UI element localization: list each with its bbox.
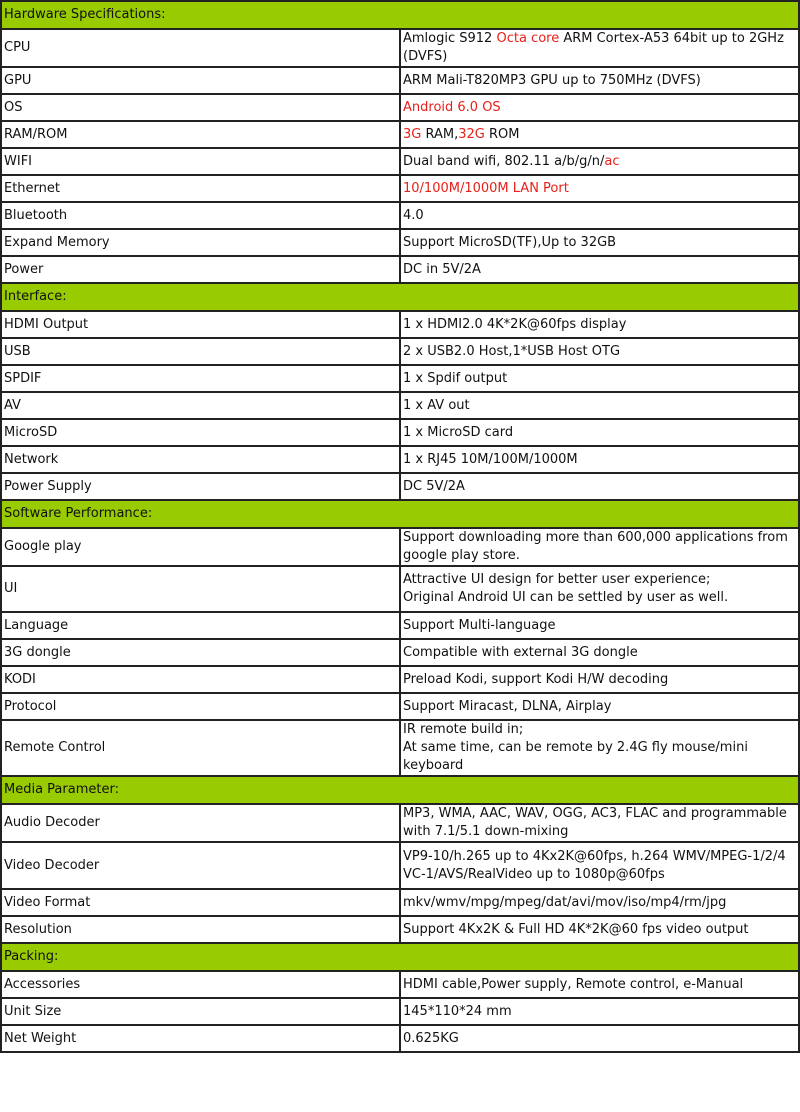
value-text: Preload Kodi, support Kodi H/W decoding [403,671,669,687]
spec-label: Language [1,612,400,639]
spec-row [1,148,799,175]
value-text: Support Multi-language [403,617,556,633]
value-text: Compatible with external 3G dongle [403,644,638,660]
spec-label: Network [1,446,400,473]
value-text: 1 x Spdif output [403,370,508,386]
section-header [1,1,799,29]
highlighted-text: 10/100M/1000M LAN Port [403,180,569,196]
spec-label: Expand Memory [1,229,400,256]
spec-value [400,720,799,776]
spec-value [400,202,799,229]
spec-row [1,720,799,776]
spec-value [400,392,799,419]
section-title: Packing: [1,943,799,971]
section-title: Hardware Specifications: [1,1,799,29]
spec-value [400,612,799,639]
spec-label: USB [1,338,400,365]
spec-label: Protocol [1,693,400,720]
spec-label: OS [1,94,400,121]
spec-row [1,639,799,666]
value-text: 1 x MicroSD card [403,424,514,440]
spec-table-body [1,1,799,1052]
spec-value [400,916,799,943]
spec-label: KODI [1,666,400,693]
spec-row [1,971,799,998]
value-text: Amlogic S912 [403,31,497,46]
section-header [1,283,799,311]
spec-label: CPU [1,29,400,67]
highlighted-text: 32G [458,126,485,142]
spec-row [1,1025,799,1052]
value-text: Support downloading more than 600,000 applications from google play store. [403,530,788,563]
value-text: 145*110*24 mm [403,1003,512,1019]
spec-row [1,67,799,94]
spec-label: WIFI [1,148,400,175]
spec-value [400,148,799,175]
value-text: HDMI cable,Power supply, Remote control, e-Manual [403,976,744,992]
spec-row [1,419,799,446]
value-text: Support MicroSD(TF),Up to 32GB [403,234,617,250]
spec-row [1,202,799,229]
section-header [1,943,799,971]
spec-value [400,365,799,392]
spec-label: Ethernet [1,175,400,202]
spec-row [1,256,799,283]
value-text: MP3, WMA, AAC, WAV, OGG, AC3, FLAC and programmable with 7.1/5.1 down-mixing [403,806,787,839]
spec-row [1,229,799,256]
spec-value [400,446,799,473]
value-text: ARM Cortex-A53 64bit up to 2GHz (DVFS) [403,31,784,64]
spec-label: Power [1,256,400,283]
value-text: 1 x HDMI2.0 4K*2K@60fps display [403,316,627,332]
spec-row [1,446,799,473]
spec-row [1,29,799,67]
spec-row [1,365,799,392]
spec-value [400,29,799,67]
spec-value [400,639,799,666]
spec-label: Audio Decoder [1,804,400,842]
spec-value [400,528,799,566]
spec-label: Resolution [1,916,400,943]
spec-label: SPDIF [1,365,400,392]
spec-label: UI [1,566,400,612]
value-text: IR remote build in; [403,722,524,737]
section-title: Software Performance: [1,500,799,528]
spec-row [1,804,799,842]
spec-value [400,666,799,693]
spec-row [1,889,799,916]
spec-value [400,473,799,500]
spec-value [400,1025,799,1052]
value-text: Dual band wifi, 802.11 a/b/g/n/ [403,153,605,169]
spec-value [400,175,799,202]
value-text: 0.625KG [403,1030,459,1046]
spec-row [1,842,799,889]
spec-label: Bluetooth [1,202,400,229]
highlighted-text: Octa core [496,31,560,46]
spec-row [1,528,799,566]
spec-label: Accessories [1,971,400,998]
value-text: 1 x AV out [403,397,470,413]
value-text: ROM [484,126,520,142]
spec-row [1,392,799,419]
spec-row [1,121,799,148]
spec-label: HDMI Output [1,311,400,338]
spec-value [400,889,799,916]
value-text: VP9-10/h.265 up to 4Kx2K@60fps, h.264 WMV/MPEG-1/2/4 VC-1/AVS/RealVideo up to 1080p@60fps [403,848,786,882]
highlighted-text: ac [604,153,620,169]
spec-value [400,971,799,998]
value-text: At same time, can be remote by 2.4G fly mouse/mini keyboard [403,740,748,773]
spec-value [400,67,799,94]
value-text: Attractive UI design for better user experience; [403,572,711,587]
spec-label: Remote Control [1,720,400,776]
spec-row [1,916,799,943]
spec-value [400,256,799,283]
value-text: Support Miracast, DLNA, Airplay [403,698,612,714]
value-text: 2 x USB2.0 Host,1*USB Host OTG [403,343,621,359]
spec-value [400,693,799,720]
spec-value [400,229,799,256]
spec-value [400,94,799,121]
spec-value [400,998,799,1025]
spec-row [1,998,799,1025]
value-text: RAM, [421,126,459,142]
spec-label: MicroSD [1,419,400,446]
spec-label: Video Decoder [1,842,400,889]
spec-row [1,94,799,121]
spec-label: RAM/ROM [1,121,400,148]
spec-row [1,666,799,693]
section-header [1,500,799,528]
value-text: DC in 5V/2A [403,261,481,277]
value-text: 1 x RJ45 10M/100M/1000M [403,451,578,467]
spec-value [400,842,799,889]
spec-value [400,311,799,338]
spec-row [1,612,799,639]
highlighted-text: 3G [403,126,422,142]
spec-row [1,338,799,365]
spec-label: Google play [1,528,400,566]
spec-label: GPU [1,67,400,94]
value-text: Support 4Kx2K & Full HD 4K*2K@60 fps video output [403,921,749,937]
spec-label: Net Weight [1,1025,400,1052]
section-title: Interface: [1,283,799,311]
spec-row [1,566,799,612]
section-title: Media Parameter: [1,776,799,804]
spec-row [1,473,799,500]
spec-label: Power Supply [1,473,400,500]
section-header [1,776,799,804]
spec-value [400,121,799,148]
value-text: DC 5V/2A [403,478,465,494]
value-text: ARM Mali-T820MP3 GPU up to 750MHz (DVFS) [403,72,701,88]
spec-value [400,566,799,612]
spec-label: 3G dongle [1,639,400,666]
spec-row [1,311,799,338]
spec-label: AV [1,392,400,419]
spec-value [400,804,799,842]
value-text: 4.0 [403,207,424,223]
spec-value [400,338,799,365]
spec-label: Unit Size [1,998,400,1025]
highlighted-text: Android 6.0 OS [403,99,501,115]
spec-label: Video Format [1,889,400,916]
spec-row [1,693,799,720]
value-text: Original Android UI can be settled by user as well. [403,590,729,605]
value-text: mkv/wmv/mpg/mpeg/dat/avi/mov/iso/mp4/rm/jpg [403,894,727,910]
spec-value [400,419,799,446]
spec-row [1,175,799,202]
